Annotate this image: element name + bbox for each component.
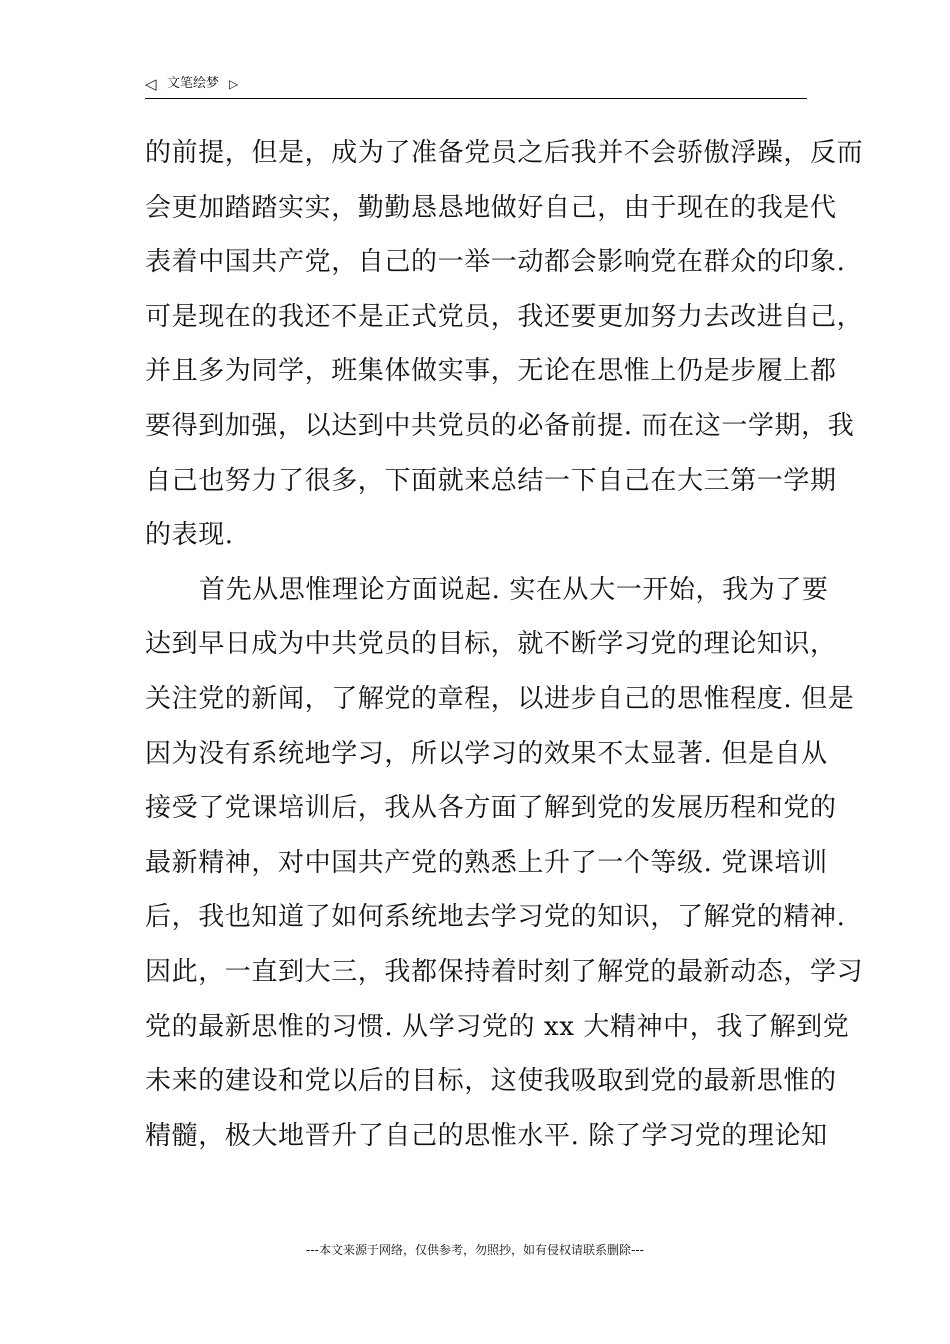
paragraph-start-line: 首先从思惟理论方面说起. 实在从大一开始，我为了要 <box>199 574 829 605</box>
text-line: 表着中国共产党，自己的一举一动都会影响党在群众的印象. <box>145 247 846 278</box>
document-body <box>145 126 864 1163</box>
text-line: 达到早日成为中共党员的目标，就不断学习党的理论知识， <box>145 629 837 660</box>
text-line: 自己也努力了很多，下面就来总结一下自己在大三第一学期 <box>145 465 837 496</box>
text-line: 因此，一直到大三，我都保持着时刻了解党的最新动态，学习 <box>145 956 864 987</box>
text-line: 未来的建设和党以后的目标，这使我吸取到党的最新思惟的 <box>145 1066 837 1097</box>
right-triangle-icon: ▷ <box>229 77 239 91</box>
page-header <box>145 74 807 99</box>
header-brand: 文笔绘梦 <box>167 76 220 91</box>
text-line: 关注党的新闻，了解党的章程，以进步自己的思惟程度. 但是 <box>145 683 855 714</box>
page-footer-disclaimer: ---本文来源于网络，仅供参考，勿照抄，如有侵权请联系删除--- <box>306 1243 644 1257</box>
text-line: 党的最新思惟的习惯. 从学习党的 xx 大精神中，我了解到党 <box>145 1011 850 1042</box>
text-line: 可是现在的我还不是正式党员，我还要更加努力去改进自己， <box>145 301 864 332</box>
text-line: 要得到加强，以达到中共党员的必备前提. 而在这一学期，我 <box>145 410 855 441</box>
text-line: 因为没有系统地学习，所以学习的效果不太显著. 但是自从 <box>145 738 828 769</box>
left-triangle-icon: ◁ <box>145 75 157 93</box>
text-line: 并且多为同学，班集体做实事，无论在思惟上仍是步履上都 <box>145 356 837 387</box>
text-line: 会更加踏踏实实，勤勤恳恳地做好自己，由于现在的我是代 <box>145 192 837 223</box>
text-line: 后，我也知道了如何系统地去学习党的知识，了解党的精神. <box>145 902 846 933</box>
text-line: 的前提，但是，成为了准备党员之后我并不会骄傲浮躁，反而 <box>145 138 864 168</box>
text-line: 接受了党课培训后，我从各方面了解到党的发展历程和党的 <box>145 793 837 824</box>
text-line: 的表现. <box>145 520 234 551</box>
text-line: 最新精神，对中国共产党的熟悉上升了一个等级. 党课培训 <box>145 847 828 878</box>
text-line: 精髓，极大地晋升了自己的思惟水平. 除了学习党的理论知 <box>145 1120 828 1151</box>
